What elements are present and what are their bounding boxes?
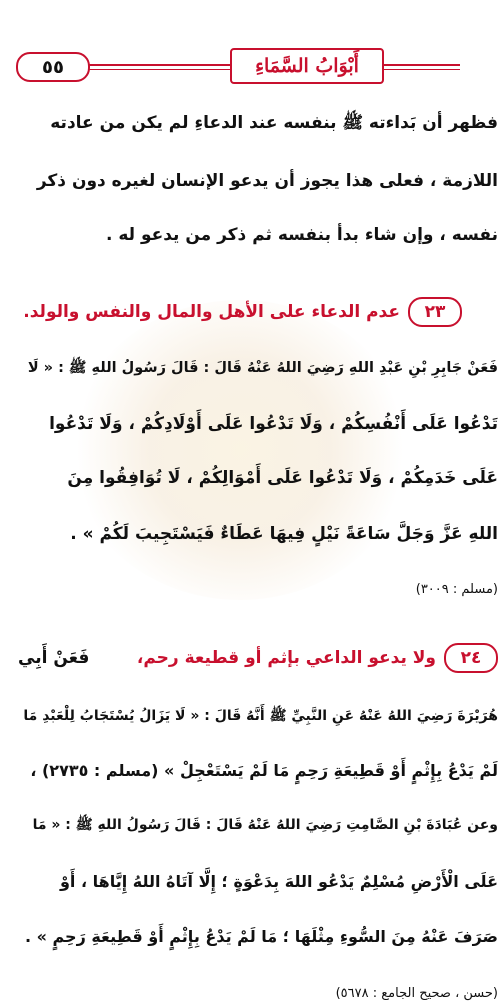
section-23-heading [0, 297, 462, 327]
section-24-title: ولا يدعو الداعي بإثم أو قطيعة رحم، [136, 648, 436, 668]
watermark-emblem [70, 300, 410, 600]
section-24-line-1: هُرَيْرَةَ رَضِيَ اللهُ عَنْهُ عَنِ النَّبِيِّ ﷺ أَنَّهُ قَالَ : « لَا يَزَالُ يُسْتَجَابُ لِلْعَبْدِ مَا [23, 708, 498, 724]
intro-line-1: فظهر أن بَداءته ﷺ بنفسه عند الدعاءِ لم يكن من عادته [50, 113, 498, 133]
page-number: ٥٥ [16, 52, 90, 82]
section-23-line-3: عَلَى خَدَمِكُمْ ، وَلَا تَدْعُوا عَلَى أَمْوَالِكُمْ ، لَا تُوَافِقُوا مِنَ [67, 468, 498, 488]
section-23-line-1: فَعَنْ جَابِرِ بْنِ عَبْدِ اللهِ رَضِيَ اللهُ عَنْهُ قَالَ : قَالَ رَسُولُ اللهِ ﷺ : « لَا [27, 360, 498, 376]
section-24-number: ٢٤ [444, 643, 498, 673]
section-24-title-tail: فَعَنْ أَبِي [18, 648, 90, 668]
section-24-line-5: صَرَفَ عَنْهُ مِنَ السُّوءِ مِثْلَهَا ؛ مَا لَمْ يَدْعُ بِإِثْمٍ أَوْ قَطِيعَةِ رَحِمٍ » . [24, 927, 498, 946]
section-24-reference: (حسن ، صحيح الجامع : ٥٦٧٨) [335, 986, 498, 1001]
section-24-line-4: عَلَى الْأَرْضِ مُسْلِمٌ يَدْعُو اللهَ بِدَعْوَةٍ ؛ إِلَّا آتَاهُ اللهُ إِيَّاهَا ، أَوْ [59, 872, 498, 891]
book-title: أَبْوَابُ السَّمَاءِ [230, 48, 384, 84]
section-24-line-3: وعن عُبَادَةَ بْنِ الصَّامِتِ رَضِيَ اللهُ عَنْهُ قَالَ : قَالَ رَسُولُ اللهِ ﷺ : « مَا [32, 817, 498, 833]
section-23-title: عدم الدعاء على الأهل والمال والنفس والولد. [23, 302, 400, 322]
section-24-heading [18, 643, 498, 673]
section-23-line-4: اللهِ عَزَّ وَجَلَّ سَاعَةً نَيْلٍ فِيهَا عَطَاءٌ فَيَسْتَجِيبَ لَكُمْ » . [70, 524, 498, 544]
section-23-number: ٢٣ [408, 297, 462, 327]
intro-line-2: اللازمة ، فعلى هذا يجوز أن يدعو الإنسان لغيره دون ذكر [36, 171, 498, 191]
section-23-reference: (مسلم : ٣٠٠٩) [415, 582, 498, 597]
section-23-line-2: تَدْعُوا عَلَى أَنْفُسِكُمْ ، وَلَا تَدْعُوا عَلَى أَوْلَادِكُمْ ، وَلَا تَدْعُوا [49, 414, 498, 434]
intro-line-3: نفسه ، وإن شاء بدأ بنفسه ثم ذكر من يدعو له . [105, 225, 498, 245]
section-24-line-2: لَمْ يَدْعُ بِإِثْمٍ أَوْ قَطِيعَةِ رَحِمٍ مَا لَمْ يَسْتَعْجِلْ » (مسلم : ٢٧٣٥) ، [30, 761, 498, 780]
page-header [0, 0, 480, 100]
